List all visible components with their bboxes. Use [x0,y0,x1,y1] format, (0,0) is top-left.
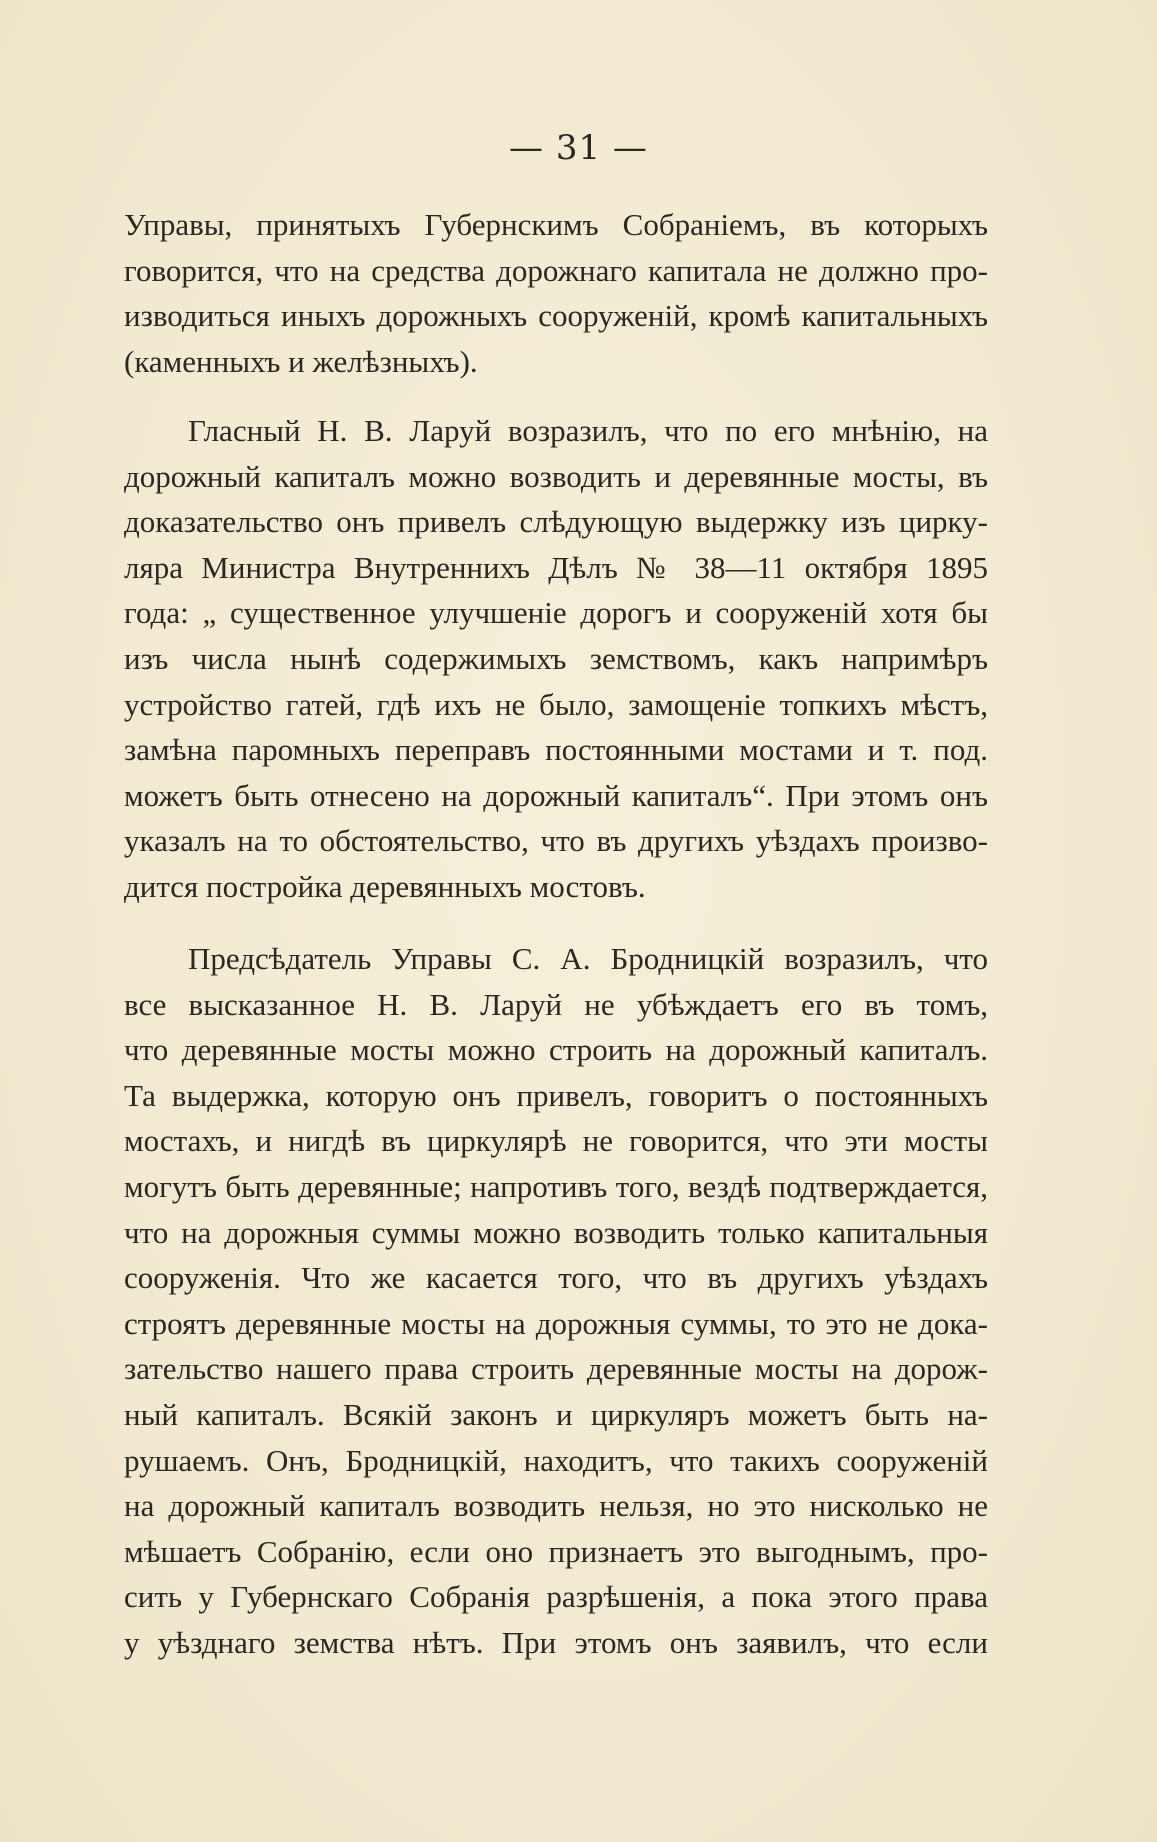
text-line: Предсѣдатель Управы С. А. Бродницкій возразилъ, что [188,941,988,976]
text-line: мостахъ, и нигдѣ въ циркулярѣ не говорится, что эти мосты [124,1123,988,1159]
text-line: рушаемъ. Онъ, Бродницкій, находитъ, что такихъ сооруженій [124,1442,988,1478]
text-line: что на дорожныя суммы можно возводить только капитальныя [124,1214,988,1250]
page-number: — 31 — [509,128,648,168]
text-line: года: „ существенное улучшеніе дорогъ и сооруженій хотя бы [124,595,988,631]
text-line: можетъ быть отнесено на дорожный капиталъ“. При этомъ онъ [124,777,988,813]
text-line: мѣшаетъ Собранію, если оно признаетъ это выгоднымъ, про- [124,1533,988,1569]
paragraph-1 [124,202,988,384]
paragraph-2 [124,408,988,910]
text-line: дорожный капиталъ можно возводить и деревянные мосты, въ [124,458,988,494]
text-line: ный капиталъ. Всякій законъ и циркуляръ можетъ быть на- [124,1396,988,1432]
paragraph-3 [124,936,988,1666]
text-line: указалъ на то обстоятельство, что въ другихъ уѣздахъ произво- [124,823,988,859]
text-line: Управы, принятыхъ Губернскимъ Собраніемъ, въ которыхъ [124,207,988,242]
text-line: доказательство онъ привелъ слѣдующую выдержку изъ цирку- [124,504,988,540]
text-line: (каменныхъ и желѣзныхъ). [124,343,478,379]
text-line: говорится, что на средства дорожнаго капитала не должно про- [124,252,988,288]
text-line: зательство нашего права строить деревянные мосты на дорож- [124,1351,988,1387]
text-line: на дорожный капиталъ возводить нельзя, но это нисколько не [124,1488,988,1524]
text-line: дится постройка деревянныхъ мостовъ. [124,868,646,904]
text-line: сооруженія. Что же касается того, что въ другихъ уѣздахъ [124,1260,988,1296]
text-line: замѣна паромныхъ переправъ постоянными мостами и т. под. [124,732,988,768]
text-line: устройство гатей, гдѣ ихъ не было, замощеніе топкихъ мѣстъ, [124,686,988,722]
text-line: сить у Губернскаго Собранія разрѣшенія, а пока этого права [124,1579,988,1615]
text-line: изъ числа нынѣ содержимыхъ земствомъ, какъ напримѣръ [124,640,988,676]
text-line: строятъ деревянные мосты на дорожныя суммы, то это не дока- [124,1305,988,1341]
text-line: изводиться иныхъ дорожныхъ сооруженій, кромѣ капитальныхъ [124,298,988,334]
text-line: что деревянные мосты можно строить на дорожный капиталъ. [124,1032,988,1068]
text-line: ляра Министра Внутреннихъ Дѣлъ № 38—11 октября 1895 [124,549,988,585]
text-line: все высказанное Н. В. Ларуй не убѣждаетъ его въ томъ, [124,986,988,1022]
text-line: у уѣзднаго земства нѣтъ. При этомъ онъ заявилъ, что если [124,1624,988,1660]
text-line: Та выдержка, которую онъ привелъ, говоритъ о постоянныхъ [124,1077,988,1113]
text-line: Гласный Н. В. Ларуй возразилъ, что по его мнѣнію, на [188,413,988,448]
text-line: могутъ быть деревянные; напротивъ того, вездѣ подтверждается, [124,1168,988,1204]
